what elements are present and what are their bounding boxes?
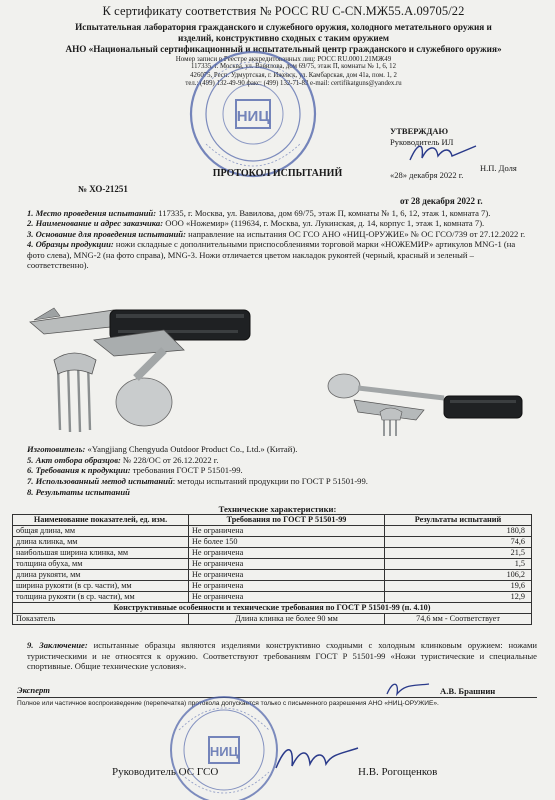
conclusion: 9. Заключение: испытанные образцы являются изделиями конструктивно сходными с холодным клинковым оружием: ножами туристическими и не относятся к оружию. Соответствуют требованиям ГОСТ Р 51501-99 «Ножи туристические и специальные спортивные. Общие технические условия».	[27, 640, 537, 672]
table-header: Наименование показателей, ед. изм.	[13, 515, 189, 526]
signatory-name: Н.В. Рогощенков	[358, 766, 438, 778]
approval-name: Н.П. Доля	[480, 163, 517, 173]
protocol-info	[27, 444, 535, 498]
item-6: 6. Требования к продукции: требования ГОСТ Р 51501-99.	[27, 465, 243, 476]
expert-label: Эксперт	[17, 685, 50, 695]
table-section-row: Конструктивные особенности и технические требования по ГОСТ Р 51501-99 (п. 4.10)	[13, 603, 532, 614]
table-header-row	[13, 515, 532, 526]
protocol-date: от 28 декабря 2022 г.	[400, 196, 483, 206]
table-row: ширина рукояти (в ср. части), мм Не ограничена 19,6	[13, 581, 532, 592]
approval-title: УТВЕРЖДАЮ	[390, 126, 449, 136]
approval-signature	[406, 138, 486, 168]
item-4: 4. Образцы продукции: ножи складные с дополнительными приспособлениями торговой марки «НОЖЕМИР» артикулов MNG-1 (на фото слева), MNG-2 (на фото справа), MNG-3. Ножи отличается цветом накладок рукоятей (черный, красный и зеленый – соответственно).	[27, 239, 516, 271]
item-3: 3. Основание для проведения испытаний: направление на испытания ОС ГСО АНО «НИЦ-ОРУЖИЕ» № ОС ГСО/739 от 27.12.2022 г.	[27, 228, 526, 239]
expert-signature	[383, 678, 435, 700]
lab-stamp-top	[178, 44, 328, 184]
item-2: 2. Наименование и адрес заказчика: ООО «Ножемир» (119634, г. Москва, ул. Лукинская, д. 14, корпус 1, этаж 1, комната 7).	[27, 218, 485, 229]
table-row: Показатель Длина клинка не более 90 мм 74,6 мм - Соответствует	[13, 614, 532, 625]
table-row: толщина рукояти (в ср. части), мм Не ограничена 12,9	[13, 592, 532, 603]
item-8: 8. Результаты испытаний	[27, 486, 130, 497]
approval-position: Руководитель ИЛ	[390, 137, 454, 148]
approval-date: «28» декабря 2022 г.	[390, 170, 464, 181]
item-7: 7. Использованный метод испытаний: методы испытаний продукции по ГОСТ Р 51501-99.	[27, 476, 368, 487]
maker: Изготовитель: «Yangjiang Chengyuda Outdoor Product Co., Ltd.» (Китай).	[27, 444, 298, 454]
registry-line: Номер записи в Реестре аккредитованных лиц: РОСС RU.0001.21МЖ49	[175, 54, 392, 63]
table-row: длина клинка, мм Не более 150 74,6	[13, 537, 532, 548]
table-row: общая длина, мм Не ограничена 180,8	[13, 526, 532, 537]
head-signature	[272, 738, 362, 778]
signatory-position: Руководитель ОС ГСО	[112, 766, 219, 778]
expert-name: А.В. Брашнин	[440, 686, 496, 696]
table-header: Требования по ГОСТ Р 51501-99	[189, 515, 385, 526]
results-table	[12, 514, 532, 625]
stamp-center-text: НИЦ	[236, 108, 270, 125]
knife-photo-right	[328, 374, 522, 436]
stamp-center-text: НИЦ	[209, 744, 239, 759]
certificate-line: К сертификату соответствия № РОСС RU С-CN.МЖ55.А.09705/22	[102, 4, 465, 18]
product-photos	[24, 300, 534, 440]
knife-photo-left	[30, 308, 250, 432]
item-5: 5. Акт отбора образцов: № 228/ОС от 26.12.2022 г.	[27, 454, 219, 465]
table-row: длина рукояти, мм Не ограничена 106,2	[13, 570, 532, 581]
table-caption: Технические характеристики:	[218, 504, 337, 514]
lab-title: Испытательная лаборатория гражданского и служебного оружия, холодного метательного оружия и изделий, конструктивно сходных с таким оружием АНО «Национальный сертификационный и испытательный центр гражданского и служебного оружия»	[65, 21, 502, 54]
reprint-note: Полное или частичное воспроизведение (перепечатка) протокола допускается только с письменного разрешения АНО «НИЦ-ОРУЖИЕ».	[17, 700, 439, 707]
lab-address: 117335, г. Москва, ул. Вавилова, дом 69/75, этаж П, комнаты № 1, 6, 12 426075, Респ. Удмуртская, г. Ижевск, ул. Камбарская, дом 41а, пом. 1, 2 тел.: (499) 132-49-90 факс: (499) 132-71-83 e-mail: certifikatguns@yandex.ru	[185, 63, 402, 88]
table-row: наибольшая ширина клинка, мм Не ограничена 21,5	[13, 548, 532, 559]
protocol-number: № ХО-21251	[78, 184, 128, 194]
table-row: толщина обуха, мм Не ограничена 1,5	[13, 559, 532, 570]
protocol-items	[27, 208, 535, 271]
item-1: 1. Место проведения испытаний: 117335, г. Москва, ул. Вавилова, дом 69/75, этаж П, комнаты № 1, 6, 12, этаж 1, комната 7).	[27, 208, 491, 218]
table-header: Результаты испытаний	[385, 515, 532, 526]
cert-stamp-bottom	[165, 694, 283, 800]
protocol-title: ПРОТОКОЛ ИСПЫТАНИЙ	[212, 168, 343, 179]
